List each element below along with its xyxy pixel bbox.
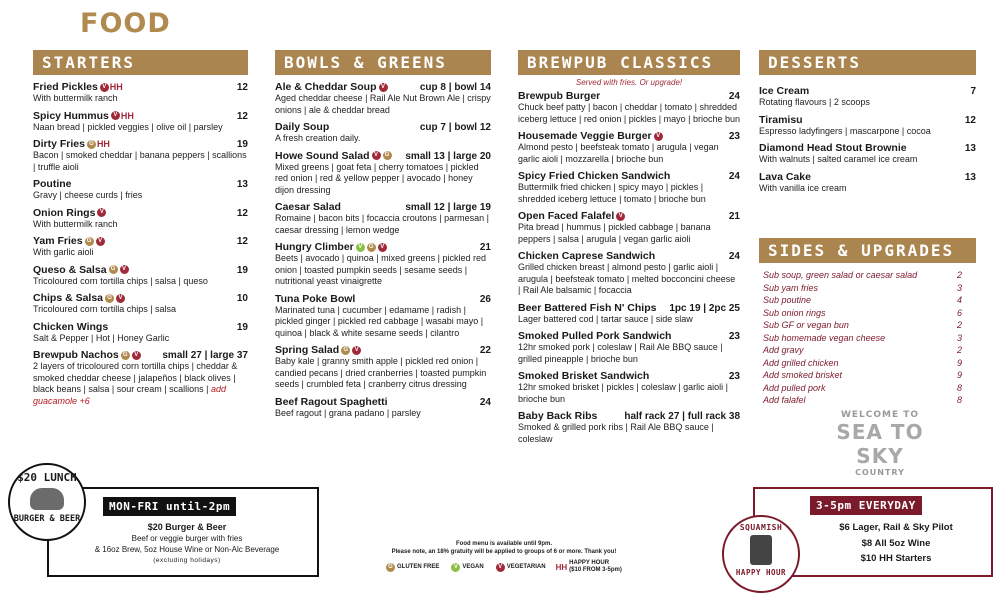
menu-item-name: Spicy Hummus: [33, 109, 109, 122]
hh-badge-bottom: HAPPY HOUR: [735, 568, 787, 577]
vegan-icon: V: [356, 243, 365, 252]
menu-item-desc: Mixed greens | goat feta | cherry tomatoes | pickled red onion | red & yellow pepper | avocado | honey dijon dressing: [275, 161, 479, 195]
menu-item-row: [518, 130, 740, 142]
bowls-heading: BOWLS & GREENS: [275, 50, 491, 75]
menu-item-price: 1pc 19 | 2pc 25: [669, 302, 740, 314]
menu-item-row: [33, 292, 248, 304]
side-item: [759, 294, 976, 307]
menu-item-row: [33, 349, 248, 361]
menu-item-name-wrap: [33, 321, 108, 333]
lunch-label: MON-FRI until-2pm: [103, 497, 236, 516]
menu-item-name-wrap: [518, 210, 625, 222]
menu-item-desc: Rotating flavours | 2 scoops: [759, 97, 870, 107]
menu-item-name: Chicken Wings: [33, 320, 109, 333]
happy-hour-icon: HH: [109, 82, 123, 92]
menu-item: [33, 292, 248, 316]
menu-item: [33, 264, 248, 288]
menu-item-row: [275, 344, 491, 356]
vegetarian-icon: V: [496, 563, 505, 572]
menu-item-price: small 13 | large 20: [405, 150, 491, 162]
welcome-line1: WELCOME TO: [840, 410, 920, 420]
menu-item-price: 26: [479, 293, 491, 305]
side-item-name: Sub yam fries: [763, 282, 819, 293]
hh-badge-top: SQUAMISH: [739, 523, 783, 532]
menu-item: [33, 207, 248, 231]
menu-item-price: 7: [970, 86, 976, 97]
menu-item-name: Tiramisu: [759, 113, 803, 126]
menu-item-desc: Naan bread | pickled veggies | olive oil | parsley: [33, 121, 223, 132]
menu-item-price: 21: [728, 211, 740, 222]
menu-item-name: Brewpub Burger: [518, 90, 601, 102]
vegetarian-icon: V: [96, 237, 105, 246]
menu-item: [759, 85, 976, 109]
menu-item-price: cup 7 | bowl 12: [419, 122, 491, 133]
lunch-text: [62, 522, 312, 566]
vegetarian-icon: V: [120, 265, 129, 274]
menu-item-price: 12: [236, 207, 248, 219]
vegetarian-icon: V: [100, 83, 109, 92]
menu-item-name-wrap: [275, 241, 387, 253]
desserts-heading: DESSERTS: [759, 50, 976, 75]
menu-item-desc: Buttermilk fried chicken | spicy mayo | pickles | shredded iceberg lettuce | tomato | brioche bun: [518, 182, 706, 204]
menu-item-price: 19: [236, 264, 248, 276]
side-item-price: 6: [956, 307, 962, 318]
happy-hour-icon: HH: [96, 139, 110, 149]
vegetarian-icon: V: [372, 151, 381, 160]
menu-item-desc: Salt & Pepper | Hot | Honey Garlic: [33, 332, 170, 343]
menu-item-name-wrap: [275, 201, 341, 213]
menu-item-row: [275, 396, 491, 408]
vegetarian-icon: V: [379, 83, 388, 92]
menu-item: [275, 121, 491, 145]
legend: [384, 560, 654, 574]
menu-item-desc: Pita bread | hummus | pickled cabbage | banana peppers | salsa | arugula | vegan garlic aioli: [518, 222, 711, 244]
menu-item-price: 23: [728, 131, 740, 142]
menu-item-price: 13: [964, 143, 976, 154]
menu-item: [518, 330, 740, 365]
menu-item-row: [275, 150, 491, 162]
menu-item-name: Spring Salad: [275, 344, 340, 356]
starters-heading: STARTERS: [33, 50, 248, 75]
gluten-free-icon: G: [367, 243, 376, 252]
menu-item-name: Daily Soup: [275, 121, 330, 133]
menu-item-row: [518, 170, 740, 182]
menu-item-row: [275, 81, 491, 93]
menu-item-name-wrap: [518, 130, 663, 142]
menu-item-name: Tuna Poke Bowl: [275, 292, 356, 305]
side-item-name: Sub poutine: [763, 295, 812, 305]
menu-item-name: Smoked Brisket Sandwich: [518, 370, 650, 382]
starters-list: [33, 75, 248, 407]
menu-item-row: [275, 241, 491, 253]
menu-item-price: cup 8 | bowl 14: [419, 82, 491, 93]
notes-line2: Please note, an 18% gratuity will be applied to groups of 6 or more. Thank you!: [391, 549, 617, 555]
menu-item-desc: Gravy | cheese curds | fries: [33, 190, 143, 200]
menu-item-name: Poutine: [33, 178, 72, 190]
menu-item-name: Beer Battered Fish N' Chips: [518, 301, 657, 314]
hh-line3: $10 HH Starters: [860, 553, 932, 564]
side-item: [759, 382, 976, 395]
menu-item-name: Chips & Salsa: [33, 292, 104, 304]
side-item-price: 4: [956, 295, 962, 305]
lunch-line1: $20 Burger & Beer: [147, 522, 227, 532]
menu-item-name: Onion Rings: [33, 206, 96, 219]
menu-item-row: [275, 121, 491, 133]
menu-item-price: 24: [479, 396, 491, 408]
side-item-name: Sub onion rings: [763, 307, 826, 318]
side-item: [759, 282, 976, 295]
happy-hour-text: [808, 520, 984, 567]
menu-item-price: 24: [728, 171, 740, 182]
menu-item-name-wrap: [33, 292, 125, 304]
menu-item-name-wrap: [33, 138, 110, 150]
side-item: [759, 394, 976, 407]
menu-item: [518, 90, 740, 125]
menu-item-name: Ale & Cheddar Soup: [275, 81, 377, 93]
served-with-note: Served with fries. Or upgrade!: [575, 78, 683, 87]
menu-item-name-wrap: [518, 410, 597, 422]
menu-item-desc: With garlic aioli: [33, 247, 94, 257]
menu-item-price: half rack 27 | full rack 38: [624, 411, 740, 422]
menu-item: [33, 235, 248, 259]
side-item-price: 9: [956, 357, 962, 368]
menu-item-row: [33, 321, 248, 333]
menu-item-price: 12: [236, 82, 248, 93]
menu-item: [518, 170, 740, 205]
side-item-price: 8: [956, 382, 962, 393]
side-item: [759, 332, 976, 345]
menu-item: [518, 130, 740, 165]
menu-item-desc: Grilled chicken breast | almond pesto | garlic aioli | arugula | beefsteak tomato | melted bocconcini cheese | Rail Ale balsamic | focaccia: [518, 262, 736, 295]
gluten-free-icon: G: [341, 346, 350, 355]
hh-line2: $8 All 5oz Wine: [861, 537, 931, 549]
side-item: [759, 307, 976, 320]
menu-item-price: small 12 | large 19: [405, 202, 491, 213]
menu-item-desc: With buttermilk ranch: [33, 218, 118, 229]
menu-item-name-wrap: [518, 90, 600, 102]
vegan-icon: V: [451, 563, 460, 572]
menu-item-row: [518, 410, 740, 422]
legend-vegetarian: VEGETARIAN: [506, 564, 546, 570]
menu-item-price: 13: [964, 171, 976, 183]
menu-item-name-wrap: [518, 250, 655, 262]
menu-item: [759, 142, 976, 166]
menu-item: [33, 178, 248, 202]
menu-item-desc: Baby kale | granny smith apple | pickled red onion | candied pecans | dried cranberries | toasted pumpkin seeds | crumbled feta | cranberry citrus dressing: [275, 356, 487, 389]
menu-item-desc: Bacon | smoked cheddar | banana peppers | scallions | truffle aioli: [33, 150, 247, 172]
menu-item-desc: Lager battered cod | tartar sauce | side slaw: [518, 313, 693, 324]
happy-hour-badge: [722, 515, 800, 593]
menu-item-name-wrap: [518, 302, 656, 314]
legend-gf: GLUTEN FREE: [397, 564, 440, 570]
side-item-name: Add pulled pork: [763, 382, 826, 393]
welcome-line3: COUNTRY: [855, 468, 905, 477]
menu-item-desc: Tricoloured corn tortilla chips | salsa: [33, 304, 177, 314]
menu-item-name-wrap: [33, 110, 134, 122]
welcome-line2: SEA TO SKY: [836, 420, 924, 468]
menu-item-price: 23: [728, 331, 740, 342]
legend-hh: HAPPY HOUR: [569, 560, 610, 566]
menu-item-name: Diamond Head Stout Brownie: [759, 142, 907, 154]
menu-item-name-wrap: [33, 264, 129, 276]
side-item: [759, 369, 976, 382]
menu-item-desc: Tricoloured corn tortilla chips | salsa | queso: [33, 275, 208, 286]
vegetarian-icon: V: [111, 111, 120, 120]
menu-item-extra: add guacamole +6: [33, 384, 226, 406]
vegetarian-icon: V: [654, 132, 663, 141]
desserts-section: [759, 50, 976, 407]
menu-item-name-wrap: [275, 344, 361, 356]
side-item-price: 9: [956, 370, 962, 380]
menu-item-row: [275, 293, 491, 305]
menu-item-row: [518, 250, 740, 262]
vegetarian-icon: V: [116, 294, 125, 303]
menu-item-desc: 2 layers of tricoloured corn tortilla chips | cheddar & smoked cheddar cheese | jalapeños | black olives | black beans | salsa | sour cream | scallions | add guacamole +6: [33, 361, 238, 406]
menu-item-name: Fried Pickles: [33, 81, 98, 93]
hh-line1: $6 Lager, Rail & Sky Pilot: [839, 522, 953, 533]
menu-item-desc: 12hr smoked pork | coleslaw | Rail Ale BBQ sauce | grilled pineapple | brioche bun: [518, 342, 723, 364]
menu-item: [33, 138, 248, 173]
menu-item-row: [33, 264, 248, 276]
side-item: [759, 344, 976, 357]
menu-item-price: 12: [236, 110, 248, 122]
legend-vegan: VEGAN: [462, 564, 484, 570]
gluten-free-icon: G: [105, 294, 114, 303]
menu-item-name: Baby Back Ribs: [518, 410, 598, 422]
menu-item-name-wrap: [275, 150, 392, 162]
menu-item-name: Spicy Fried Chicken Sandwich: [518, 170, 671, 182]
burger-icon: [30, 488, 64, 510]
menu-item-desc: With walnuts | salted caramel ice cream: [759, 154, 918, 164]
menu-item-price: 12: [236, 236, 248, 247]
menu-item-price: 23: [728, 371, 740, 382]
vegetarian-icon: V: [352, 346, 361, 355]
menu-item-name: Beef Ragout Spaghetti: [275, 395, 388, 408]
lunch-line4: (excluding holidays): [153, 557, 221, 564]
menu-item-name-wrap: [33, 235, 105, 247]
menu-item-name: Hungry Climber: [275, 241, 354, 253]
menu-item-name-wrap: [518, 370, 649, 382]
vegetarian-icon: V: [616, 212, 625, 221]
menu-item-price: 12: [964, 114, 976, 126]
menu-item-price: 19: [236, 139, 248, 150]
side-item-name: Add falafel: [763, 395, 806, 405]
desserts-list: [759, 75, 976, 238]
legend-hh-sub: ($10 FROM 3-5pm): [569, 567, 622, 573]
gluten-free-icon: G: [85, 237, 94, 246]
menu-item-desc: A fresh creation daily.: [275, 133, 361, 143]
lunch-badge-bottom: BURGER & BEER: [13, 514, 81, 524]
menu-item-name-wrap: [518, 170, 670, 182]
happy-hour-icon: HH: [120, 110, 134, 121]
menu-item-desc: Beef ragout | grana padano | parsley: [275, 407, 421, 418]
gluten-free-icon: G: [87, 140, 96, 149]
menu-item-name-wrap: [275, 396, 388, 408]
menu-item-desc: Beets | avocado | quinoa | mixed greens | pickled red onion | toasted pumpkin seeds | sesame seeds | nutritional yeast vinaigrette: [275, 253, 486, 286]
menu-item: [33, 349, 248, 407]
menu-item-desc: Almond pesto | beefsteak tomato | arugula | vegan garlic aioli | mozzarella | brioche bun: [518, 142, 719, 164]
side-item-price: 8: [956, 395, 962, 405]
side-item-name: Add grilled chicken: [763, 357, 839, 368]
menu-item-name-wrap: [33, 178, 72, 190]
menu-item-row: [33, 207, 248, 219]
menu-item-row: [518, 302, 740, 314]
menu-item: [33, 110, 248, 134]
side-item-price: 2: [956, 345, 962, 355]
menu-item: [518, 410, 740, 445]
menu-item: [33, 81, 248, 105]
classics-list: [518, 87, 740, 445]
side-item-name: Add gravy: [763, 345, 804, 355]
menu-notes: [370, 540, 638, 556]
menu-item-row: [275, 201, 491, 213]
menu-item: [275, 241, 491, 288]
menu-item-desc: With buttermilk ranch: [33, 93, 118, 103]
side-item-price: 3: [956, 282, 962, 293]
menu-item-desc: Marinated tuna | cucumber | edamame | radish | pickled ginger | pickled red cabbage | wasabi mayo | quinoa | black & white sesame seeds | cilantro: [275, 304, 484, 338]
menu-item: [275, 201, 491, 236]
side-item: [759, 319, 976, 332]
menu-item-price: 19: [236, 321, 248, 333]
side-item-name: Sub GF or vegan bun: [763, 320, 849, 330]
menu-item-row: [518, 90, 740, 102]
menu-item: [759, 171, 976, 195]
menu-item-name-wrap: [275, 121, 329, 133]
menu-item-price: 21: [479, 242, 491, 253]
menu-title: FOOD: [80, 8, 171, 39]
menu-item-name: Lava Cake: [759, 170, 811, 183]
menu-item-name: Caesar Salad: [275, 201, 341, 213]
menu-item: [275, 81, 491, 116]
menu-item-row: [33, 235, 248, 247]
lunch-line2: Beef or veggie burger with fries: [131, 534, 243, 543]
starters-section: [33, 50, 248, 412]
menu-item-name-wrap: [33, 349, 141, 361]
menu-item-name: Queso & Salsa: [33, 263, 107, 276]
side-item-name: Sub soup, green salad or caesar salad: [763, 270, 918, 280]
vegetarian-icon: V: [97, 208, 106, 217]
menu-item-price: 10: [236, 293, 248, 304]
menu-item: [275, 293, 491, 340]
menu-item-desc: Smoked & grilled pork ribs | Rail Ale BBQ sauce | coleslaw: [518, 422, 714, 444]
menu-item-name: Housemade Veggie Burger: [518, 130, 652, 142]
side-item-name: Sub homemade vegan cheese: [763, 332, 886, 343]
menu-item-name: Howe Sound Salad: [275, 149, 370, 162]
menu-item: [518, 210, 740, 245]
side-item: [759, 269, 976, 282]
menu-item-price: small 27 | large 37: [162, 350, 248, 361]
menu-item-desc: Espresso ladyfingers | mascarpone | cocoa: [759, 125, 931, 136]
side-item-price: 2: [956, 270, 962, 280]
menu-item-row: [518, 370, 740, 382]
menu-item-name: Chicken Caprese Sandwich: [518, 250, 656, 262]
menu-item-name-wrap: [759, 114, 803, 126]
menu-item-desc: Romaine | bacon bits | focaccia croutons | parmesan | caesar dressing | lemon wedge: [275, 213, 489, 235]
menu-item-row: [33, 110, 248, 122]
menu-item-name-wrap: [759, 142, 907, 154]
menu-item: [275, 150, 491, 197]
menu-item-desc: Aged cheddar cheese | Rail Ale Nut Brown Ale | crispy onions | ale & cheddar bread: [275, 93, 491, 115]
menu-item-row: [33, 138, 248, 150]
menu-item-row: [518, 210, 740, 222]
menu-item-name: Smoked Pulled Pork Sandwich: [518, 330, 672, 342]
notes-line1: Food menu is available until 9pm.: [455, 541, 553, 547]
menu-item: [33, 321, 248, 345]
menu-item-price: 24: [728, 251, 740, 262]
menu-item: [275, 344, 491, 391]
sides-heading: SIDES & UPGRADES: [759, 238, 976, 263]
sides-list: [759, 263, 976, 407]
menu-item-row: [759, 171, 976, 183]
menu-item-name: Dirty Fries: [33, 138, 85, 150]
happy-hour-label: 3-5pm EVERYDAY: [810, 496, 922, 515]
menu-item: [275, 396, 491, 420]
menu-item-row: [759, 114, 976, 126]
menu-item-row: [759, 142, 976, 154]
menu-item-name-wrap: [759, 171, 811, 183]
menu-item-name-wrap: [33, 81, 123, 93]
side-item-price: 3: [956, 332, 962, 343]
vegetarian-icon: V: [132, 351, 141, 360]
classics-heading: BREWPUB CLASSICS: [518, 50, 740, 75]
menu-item-desc: With vanilla ice cream: [759, 182, 847, 193]
menu-item-name-wrap: [759, 85, 809, 97]
menu-item-price: 13: [236, 179, 248, 190]
gluten-free-icon: G: [383, 151, 392, 160]
menu-item-desc: 12hr smoked brisket | pickles | coleslaw | garlic aioli | brioche bun: [518, 382, 728, 404]
gluten-free-icon: G: [386, 563, 395, 572]
vegetarian-icon: V: [378, 243, 387, 252]
menu-item-name: Brewpub Nachos: [33, 349, 119, 361]
menu-item-row: [759, 85, 976, 97]
side-item-name: Add smoked brisket: [763, 370, 843, 380]
menu-item: [518, 250, 740, 297]
menu-item-price: 22: [479, 345, 491, 356]
menu-item: [759, 114, 976, 138]
menu-item-row: [33, 81, 248, 93]
menu-item-price: 24: [728, 91, 740, 102]
side-item-price: 2: [956, 320, 962, 330]
menu-item: [518, 370, 740, 405]
menu-item-name-wrap: [33, 207, 106, 219]
beer-glass-icon: [750, 535, 772, 565]
bowls-list: [275, 75, 491, 419]
gluten-free-icon: G: [109, 265, 118, 274]
menu-item-desc: Chuck beef patty | bacon | cheddar | tomato | shredded iceberg lettuce | red onion | pickles | mayo | brioche bun: [518, 102, 740, 124]
menu-item-name-wrap: [518, 330, 671, 342]
menu-item-name: Yam Fries: [33, 235, 83, 247]
welcome-logo: [815, 410, 945, 477]
lunch-line3: & 16oz Brew, 5oz House Wine or Non-Alc Beverage: [94, 545, 280, 554]
happy-hour-icon: HH: [555, 562, 568, 572]
gluten-free-icon: G: [121, 351, 130, 360]
classics-section: [518, 50, 740, 450]
menu-item-row: [518, 330, 740, 342]
menu-item-name-wrap: [275, 81, 388, 93]
menu-item-name: Ice Cream: [759, 85, 810, 97]
side-item: [759, 357, 976, 370]
menu-item-name: Open Faced Falafel: [518, 210, 615, 222]
menu-item: [518, 302, 740, 326]
menu-item-row: [33, 178, 248, 190]
lunch-badge-top: $20 LUNCH: [17, 471, 77, 484]
menu-item-name-wrap: [275, 293, 355, 305]
bowls-section: [275, 50, 491, 424]
